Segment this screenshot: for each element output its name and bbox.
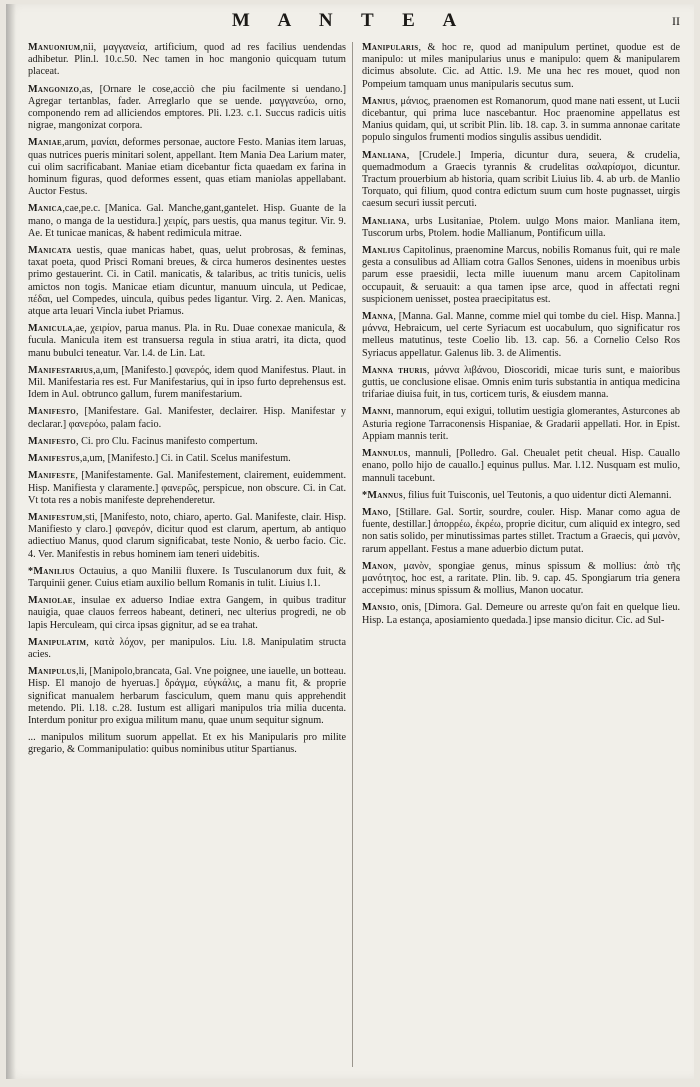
entry-definition: , [Stillare. Gal. Sortir, sourdre, couler. Hisp. Manar como agua de fuente, destillar.] ἀπορρέω, ἐκρέω, proprie dicitur, cum aliquid ex integro, sed non satis solido, per minutissimas partes stillet. Tractum a Graecis, qui μανὸν, rarum appellant. Festus a mane aduerbio dictum putat.	[362, 506, 680, 555]
dictionary-entry	[362, 406, 680, 443]
dictionary-entry	[362, 490, 680, 502]
entry-headword: *Manilius	[28, 565, 75, 577]
entry-headword: Mano	[362, 506, 389, 518]
dictionary-entry	[28, 732, 346, 756]
entry-headword: Mangonizo	[28, 83, 80, 95]
running-head: M A N T E A	[231, 10, 469, 31]
entry-headword: Manna thuris	[362, 364, 427, 376]
right-column	[362, 42, 680, 1072]
entry-definition: , mannorum, equi exigui, tollutim uestigia glomerantes, Asturcones ab Asturia regione Tarraconensis Hispaniae, & Gradarii appellati. Hor. in Epist. Appiam mannis terit.	[362, 406, 680, 442]
entry-definition: ,as, [Ornare le cose,acciò che piu facilmente si uendano.] Agregar tertanblas, fader. Arreglarlo que se uende. μαγγανεύω, orno, componendo rem ad alliciendos emptores. Pli. l.23. c.1. Succus radicis uitis nigrae, mangonizat corpora.	[28, 83, 346, 132]
binding-shadow	[6, 4, 16, 1079]
entry-headword: Manifestus	[28, 453, 80, 465]
entry-headword: Manlius	[362, 245, 401, 257]
entry-definition: ,a,um, [Manifesto.] φανερός, idem quod Manifestus. Plaut. in Mil. Manifestaria res est. Fur Manifestarius, qui in ipso furto deprehensus est. Idem in Aul. obtrunco gallum, furem manifestarium.	[28, 364, 346, 401]
entry-definition: ,li, [Manipolo,brancata, Gal. Vne poignee, une iauelle, un botteau. Hisp. El manojo de hyeruas.] δράγμα, εὐγκάλις, a manu fit, & proprie significat manualem herbarum fasciculum, quem manu quis apprehendit metendo. Pli. l.18. c.28. Iustum est alligari manipulos tria milia ducenta. Interdum ponitur pro exigua militum manu, quae unum sequitur signum.	[28, 666, 346, 726]
entry-definition: , [Crudele.] Imperia, dicuntur dura, seuera, & crudelia, quemadmodum a Graecis tyrannis & crudelitas σαλαρίσμοι, dicuntur. Tractum prouerbium ab historia, quam scribit Liuius lib. 4. ab urb. de Manlio Torquato, qui filium, quod contra edictum suum cum hoste pugnasset, uirgis caesum securi iussit percuti.	[362, 149, 680, 210]
dictionary-entry	[28, 666, 346, 727]
entry-definition: ,nii, μαγγανεία, artificium, quod ad res facilius uendendas adhibetur. Plin.l. 10.c.50. Nec tamen in hoc mangonio quicquam tutum placeat.	[28, 42, 346, 78]
entry-definition: , mannuli, [Polledro. Gal. Cheualet petit cheual. Hisp. Cauallo enano, pollo hijo de cauallo.] equinus pullus. Mar. l.12. Nusquam est mulio, mannuli tacebunt.	[362, 448, 680, 484]
entry-definition: , μάνιος, praenomen est Romanorum, quod mane nati essent, ut Lucii dicebantur, qui prima luce nascebantur. Hoc praenomine appellatus est Manius quidam, qui, ut scribit Plin. lib. 18. cap. 3. in summa annonae caritate populo singulos frumenti modios singulis assibus uendidit.	[362, 95, 680, 144]
dictionary-entry	[362, 42, 680, 91]
entry-headword: Manipulatim	[28, 636, 87, 648]
dictionary-entry	[362, 216, 680, 240]
entry-headword: Manifesto	[28, 406, 76, 418]
entry-headword: Mansio	[362, 602, 396, 614]
dictionary-entry	[362, 311, 680, 360]
entry-headword: Manliana	[362, 149, 407, 161]
entry-definition: , onis, [Dimora. Gal. Demeure ou arreste qu'on fait en quelque lieu. Hisp. La estança, aposiamiento quedada.] ipse mansio dicitur. Cic. ad Sul-	[362, 602, 680, 626]
dictionary-entry	[28, 566, 346, 590]
entry-headword: Manifeste	[28, 470, 76, 482]
dictionary-entry	[28, 470, 346, 507]
entry-definition: , [Manifestamente. Gal. Manifestement, clairement, euidemment. Hisp. Manifiesta y claramente.] φανερῶς, perspicue, non obscure. Ci. in Cat. Vt tota res a nobis manifeste deprehenderetur.	[28, 470, 346, 506]
dictionary-entry	[362, 150, 680, 211]
dictionary-entry	[362, 96, 680, 145]
entry-headword: Manliana	[362, 215, 407, 227]
entry-headword: Manius	[362, 95, 396, 107]
entry-definition: , μάννα λιβάνου, Dioscoridi, micae turis sunt, e maioribus guttis, ue conclusione elisae. Omnis enim turis substantia in antiqua medicina trifariae diuisa fuit, in tus, corticem turis, & eiusdem manna.	[362, 364, 680, 401]
entry-headword: Manifesto	[28, 435, 76, 447]
dictionary-entry	[28, 365, 346, 402]
entry-headword: *Mannus	[362, 489, 403, 501]
dictionary-entry	[28, 137, 346, 198]
entry-headword: Maniae	[28, 137, 62, 149]
entry-definition: , filius fuit Tuisconis, uel Teutonis, a quo uidentur dicti Alemanni.	[402, 489, 672, 501]
entry-headword: Manuonium	[28, 42, 81, 53]
dictionary-entry	[362, 448, 680, 485]
entry-headword: Maniolae	[28, 595, 73, 607]
dictionary-entry	[362, 507, 680, 556]
entry-definition: ,arum, μανίαι, deformes personae, auctore Festo. Manias item laruas, quas nutrices pueris minitari solent, appellant. Item Mania Dea Larium mater, cui olim sacrificabant. Maniae etiam dicebantur ficta quaedam ex farina in hominum figuras, quod deformes essent, quas etiam maniolas appellabant. Auctor Festus.	[28, 137, 346, 198]
entry-definition: , μανὸν, spongiae genus, minus spissum & mollius: ἀπὸ τῆς μανότητος, hoc est, a raritate. Plin. lib. 9. cap. 45. Spongiarum tria genera accepimus: minus spissum & mollius, Manon uocatur.	[362, 560, 680, 597]
column-divider	[352, 42, 353, 1067]
entry-headword: Manipularis	[362, 42, 419, 53]
entry-definition: uestis, quae manicas habet, quas, uelut probrosas, & feminas, taxat poeta, quod Prisci Romani breues, & circa humeros desinentes uestes primo gestauerint. Ci. in Catil. manicatis, & talaribus, ac tritis tunicis, uelis amictos non togis. Manicae etiam dicuntur, manuum uincula, ut Pedicae, πέδαι, uel Compedes, uincula, quibus pedes ligantur. Virg. 2. Aen. Manicas, atque arta leuari Vincla iubet Priamus.	[28, 245, 346, 318]
dictionary-entry	[28, 406, 346, 430]
entry-definition: , [Manifestare. Gal. Manifester, declairer. Hisp. Manifestar y declarar.] φανερόω, palam facio.	[28, 406, 346, 430]
entry-definition: , insulae ex aduerso Indiae extra Gangem, in quibus traditur nauigia, quae clauos ferreos habeant, detineri, nec ulterius progredi, ne ob lapis Herculeam, qui circa ipsas gignitur, ad se ea trahat.	[28, 595, 346, 631]
dictionary-entry	[28, 637, 346, 661]
entry-headword: Manon	[362, 560, 394, 572]
dictionary-entry	[362, 561, 680, 598]
page-number: II	[672, 14, 680, 28]
entry-definition: , [Manna. Gal. Manne, comme miel qui tombe du ciel. Hisp. Manna.] μάννα, Hebraicum, uel certe Syriacum est uocabulum, quo significatur ros melleus matutinus, teste Coelio lib. 13. cap. 56. a Cornelio Celso Ros Syriacus appellatur. Galenus lib. 3. de Alimentis.	[362, 311, 680, 359]
dictionary-entry	[28, 512, 346, 561]
dictionary-entry	[28, 453, 346, 465]
dictionary-entry	[28, 595, 346, 632]
entry-headword: Manipulus	[28, 666, 77, 678]
entry-definition: , Ci. pro Clu. Facinus manifesto compertum.	[75, 435, 258, 447]
entry-headword: Mannulus	[362, 448, 408, 460]
dictionary-entry	[362, 245, 680, 306]
dictionary-entry	[28, 245, 346, 318]
dictionary-entry	[362, 602, 680, 626]
dictionary-entry	[362, 365, 680, 402]
dictionary-entry	[28, 84, 346, 133]
entry-definition: , urbs Lusitaniae, Ptolem. uulgo Mons maior. Manliana item, Tuscorum urbs, Ptolem. hodie Mallianum, Pontificum uilla.	[362, 215, 680, 239]
entry-definition: ,cae,pe.c. [Manica. Gal. Manche,gant,gantelet. Hisp. Guante de la mano, o manga de la uestidura.] χειρίς, pars uestis, qua manus tegitur. Vir. 9. Ae. Et tunicae manicas, & habent redimicula mitrae.	[28, 203, 346, 239]
entry-definition: ,sti, [Manifesto, noto, chiaro, aperto. Gal. Manifeste, clair. Hisp. Manifiesto y claro.] φανερόν, dicitur quod est clarum, apertum, ab antiquo adiectiuo Manus, quod clarum significabat, teste Nonio, & uerbo facio. Cic. 4. Ver. Manifestis in rebus hominem iam teneri uidebitis.	[28, 511, 346, 560]
entry-definition: ,a,um, [Manifesto.] Ci. in Catil. Scelus manifestum.	[79, 453, 291, 465]
dictionary-entry	[28, 42, 346, 79]
entry-headword: Manicula	[28, 323, 73, 335]
dictionary-page	[6, 4, 694, 1079]
entry-headword: Manifestarius	[28, 364, 94, 376]
dictionary-entry	[28, 436, 346, 448]
entry-headword: Manifestum	[28, 511, 83, 523]
entry-definition: ... manipulos militum suorum appellat. Et ex his Manipularis pro milite gregario, & Commanipulatio: quibus nominibus utitur Spartianus.	[28, 732, 346, 756]
entry-definition: Octauius, a quo Manilii fluxere. Is Tusculanorum dux fuit, & Tarquinii gener. Cuius etiam auxilio bellum Romanis in tulit. Liuius l.1.	[28, 565, 346, 589]
entry-definition: Capitolinus, praenomine Marcus, nobilis Romanus fuit, qui re male gesta a consulibus ad Alliam cotra Gallos Senones, uidens in moenibus urbis parum esse praesidii, lecta mille iuuenum manu arcem Capitolinam occupauit, & seruauit: a qua tamen ipse arce, quod in affectati regni suspicionem uenisset, postea praecipitatus est.	[362, 245, 680, 305]
entry-definition: , & hoc re, quod ad manipulum pertinet, quodue est de manipulo: ut miles manipularius unus e manipulo: quem & manipularem dicimus absolute. Cic. ad Attic. l.9. Me una hec res mouet, quod non Pompeium tamquam unus manipularis secutus sum.	[362, 42, 680, 90]
entry-headword: Manicata	[28, 245, 72, 257]
entry-headword: Manni	[362, 406, 392, 418]
entry-definition: ,ae, χειρίον, parua manus. Pla. in Ru. Duae conexae manicula, & fucula. Manicula item est transuersa regula in stiua aratri, ita dicta, quod manu bubulci teneatur. Var. l.4. de Lin. Lat.	[28, 323, 346, 359]
entry-definition: , κατὰ λόχον, per manipulos. Liu. l.8. Manipulatim structa acies.	[28, 636, 346, 660]
dictionary-entry	[28, 323, 346, 360]
entry-headword: Manna	[362, 311, 394, 323]
left-column	[28, 42, 346, 1072]
dictionary-entry	[28, 203, 346, 240]
entry-headword: Manica	[28, 203, 63, 215]
